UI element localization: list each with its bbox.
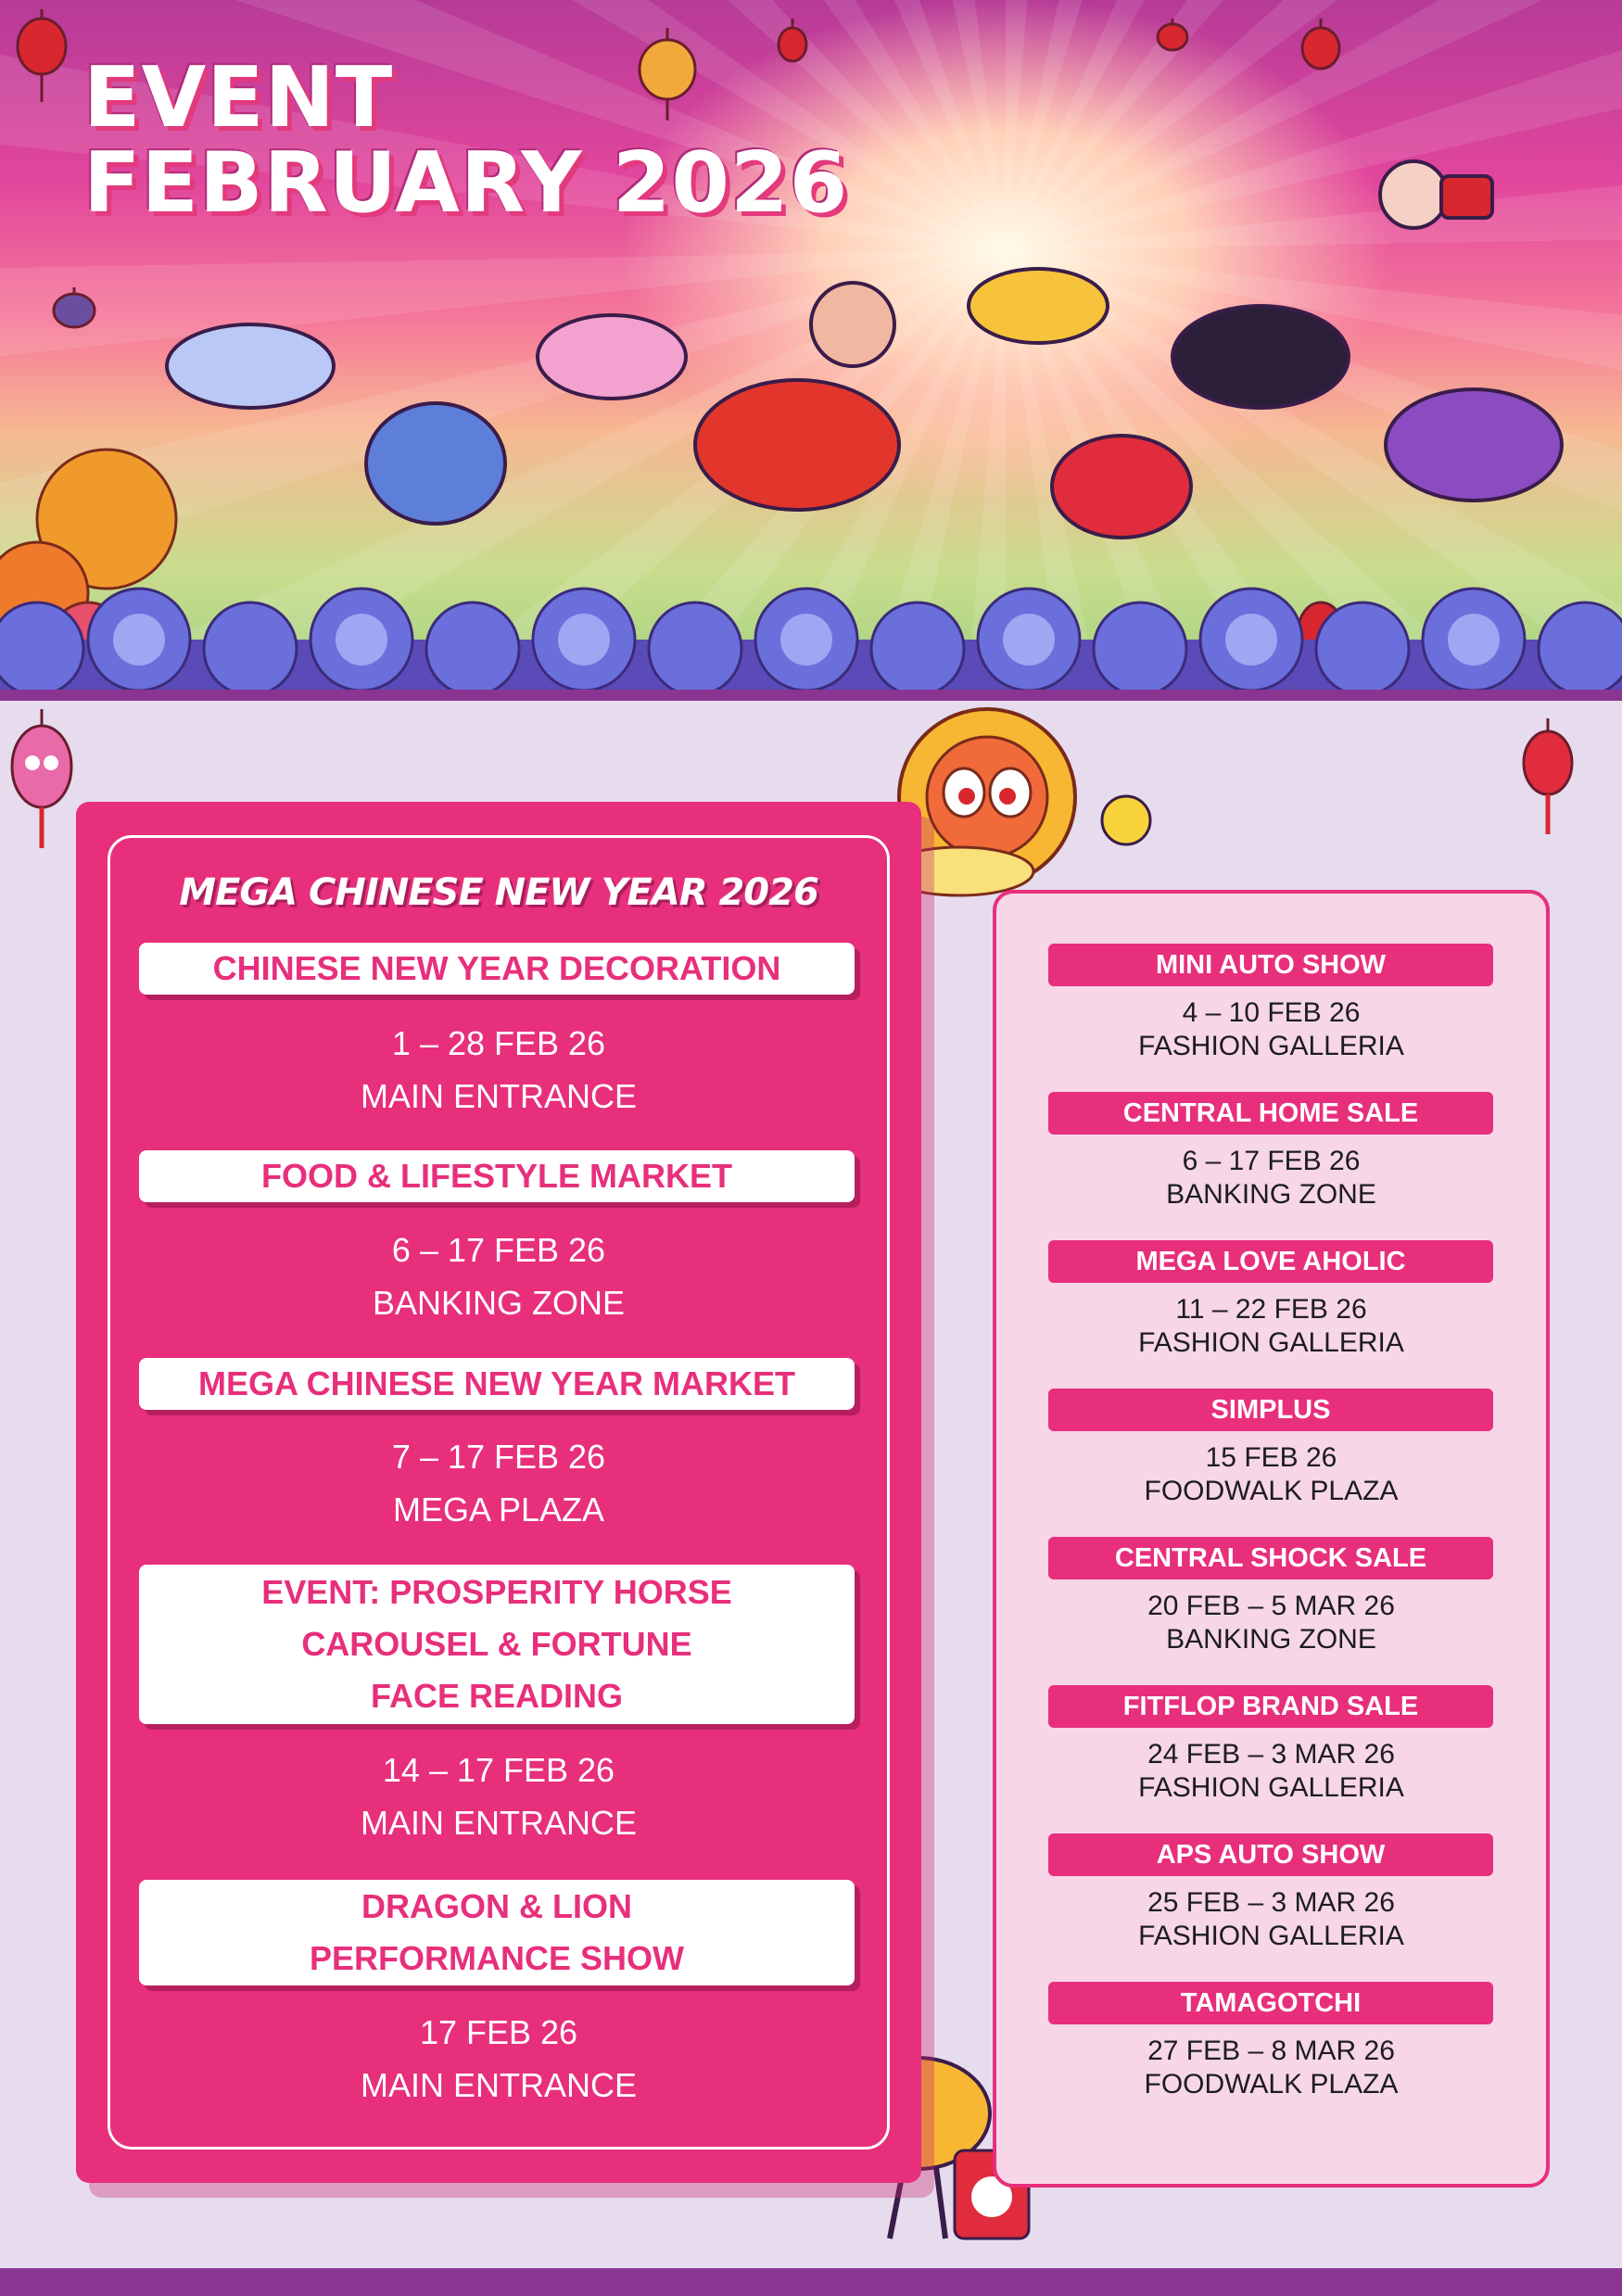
event-info	[993, 1590, 1550, 1656]
event-title: MEGA CHINESE NEW YEAR MARKET	[197, 1364, 796, 1402]
event-info	[76, 1744, 921, 1849]
event-info	[993, 996, 1550, 1063]
event-title-tab	[139, 943, 855, 995]
event-info	[993, 2035, 1550, 2101]
event-location: FASHION GALLERIA	[1138, 1327, 1404, 1358]
event-date: 24 FEB – 3 MAR 26	[1147, 1739, 1395, 1770]
lantern-icon	[1520, 718, 1576, 839]
event-date: 25 FEB – 3 MAR 26	[1147, 1887, 1395, 1918]
event-location: BANKING ZONE	[1166, 1624, 1376, 1655]
event-title: FACE READING	[370, 1677, 624, 1715]
event-name-tab: MEGA LOVE AHOLIC	[1048, 1240, 1493, 1283]
event-title-tab	[139, 1150, 855, 1202]
event-location: BANKING ZONE	[372, 1284, 626, 1322]
wave-border	[0, 584, 1622, 695]
event-date: 15 FEB 26	[1205, 1442, 1337, 1473]
event-location: FASHION GALLERIA	[1138, 1921, 1404, 1951]
hero-banner	[0, 0, 1622, 695]
event-location: BANKING ZONE	[1166, 1179, 1376, 1210]
event-info	[76, 2006, 921, 2112]
title-line-month: FEBRUARY 2026	[83, 134, 849, 232]
lantern-icon	[9, 709, 74, 857]
event-date: 17 FEB 26	[419, 2013, 578, 2051]
event-location: MEGA PLAZA	[392, 1490, 605, 1529]
horse-shapes	[167, 161, 1562, 538]
event-info	[993, 1738, 1550, 1805]
event-title: CHINESE NEW YEAR DECORATION	[212, 949, 781, 987]
event-date: 7 – 17 FEB 26	[391, 1438, 606, 1476]
event-name-tab: CENTRAL HOME SALE	[1048, 1092, 1493, 1135]
event-info	[76, 1430, 921, 1536]
event-title: FOOD & LIFESTYLE MARKET	[261, 1157, 732, 1195]
event-name-tab: MINI AUTO SHOW	[1048, 944, 1493, 986]
event-info	[76, 1017, 921, 1123]
event-date: 20 FEB – 5 MAR 26	[1147, 1591, 1395, 1621]
mega-cny-title: MEGA CHINESE NEW YEAR 2026	[179, 871, 818, 914]
event-info	[993, 1441, 1550, 1508]
event-info	[993, 1886, 1550, 1953]
event-info	[993, 1293, 1550, 1360]
event-title: PERFORMANCE SHOW	[310, 1939, 684, 1977]
event-location: FASHION GALLERIA	[1138, 1772, 1404, 1803]
event-name-tab: TAMAGOTCHI	[1048, 1982, 1493, 2024]
event-name-tab: SIMPLUS	[1048, 1389, 1493, 1431]
event-location: MAIN ENTRANCE	[360, 1077, 638, 1115]
event-date: 27 FEB – 8 MAR 26	[1147, 2036, 1395, 2066]
event-title-tab	[139, 1880, 855, 1985]
event-info	[993, 1145, 1550, 1211]
footer-stripe	[0, 2268, 1622, 2296]
event-title-tab	[139, 1565, 855, 1724]
event-date: 4 – 10 FEB 26	[1182, 997, 1361, 1028]
event-location: FASHION GALLERIA	[1138, 1031, 1404, 1061]
event-name-tab: FITFLOP BRAND SALE	[1048, 1685, 1493, 1728]
event-date: 11 – 22 FEB 26	[1175, 1294, 1367, 1325]
event-title: CAROUSEL & FORTUNE	[301, 1625, 692, 1663]
event-location: MAIN ENTRANCE	[360, 2066, 638, 2104]
event-name-tab: CENTRAL SHOCK SALE	[1048, 1537, 1493, 1579]
event-info	[76, 1224, 921, 1329]
event-date: 1 – 28 FEB 26	[391, 1024, 606, 1062]
mega-cny-panel	[76, 802, 921, 2183]
event-date: 6 – 17 FEB 26	[391, 1231, 606, 1269]
banner-divider	[0, 690, 1622, 701]
event-title: DRAGON & LION	[361, 1887, 632, 1925]
title-line-event: EVENT	[83, 49, 394, 146]
event-location: MAIN ENTRANCE	[360, 1804, 638, 1842]
event-name-tab: APS AUTO SHOW	[1048, 1833, 1493, 1876]
event-title-tab	[139, 1358, 855, 1410]
event-date: 14 – 17 FEB 26	[382, 1751, 615, 1789]
event-location: FOODWALK PLAZA	[1144, 1476, 1399, 1506]
event-title: EVENT: PROSPERITY HORSE	[261, 1573, 732, 1611]
event-date: 6 – 17 FEB 26	[1182, 1146, 1361, 1176]
event-location: FOODWALK PLAZA	[1144, 2069, 1399, 2099]
